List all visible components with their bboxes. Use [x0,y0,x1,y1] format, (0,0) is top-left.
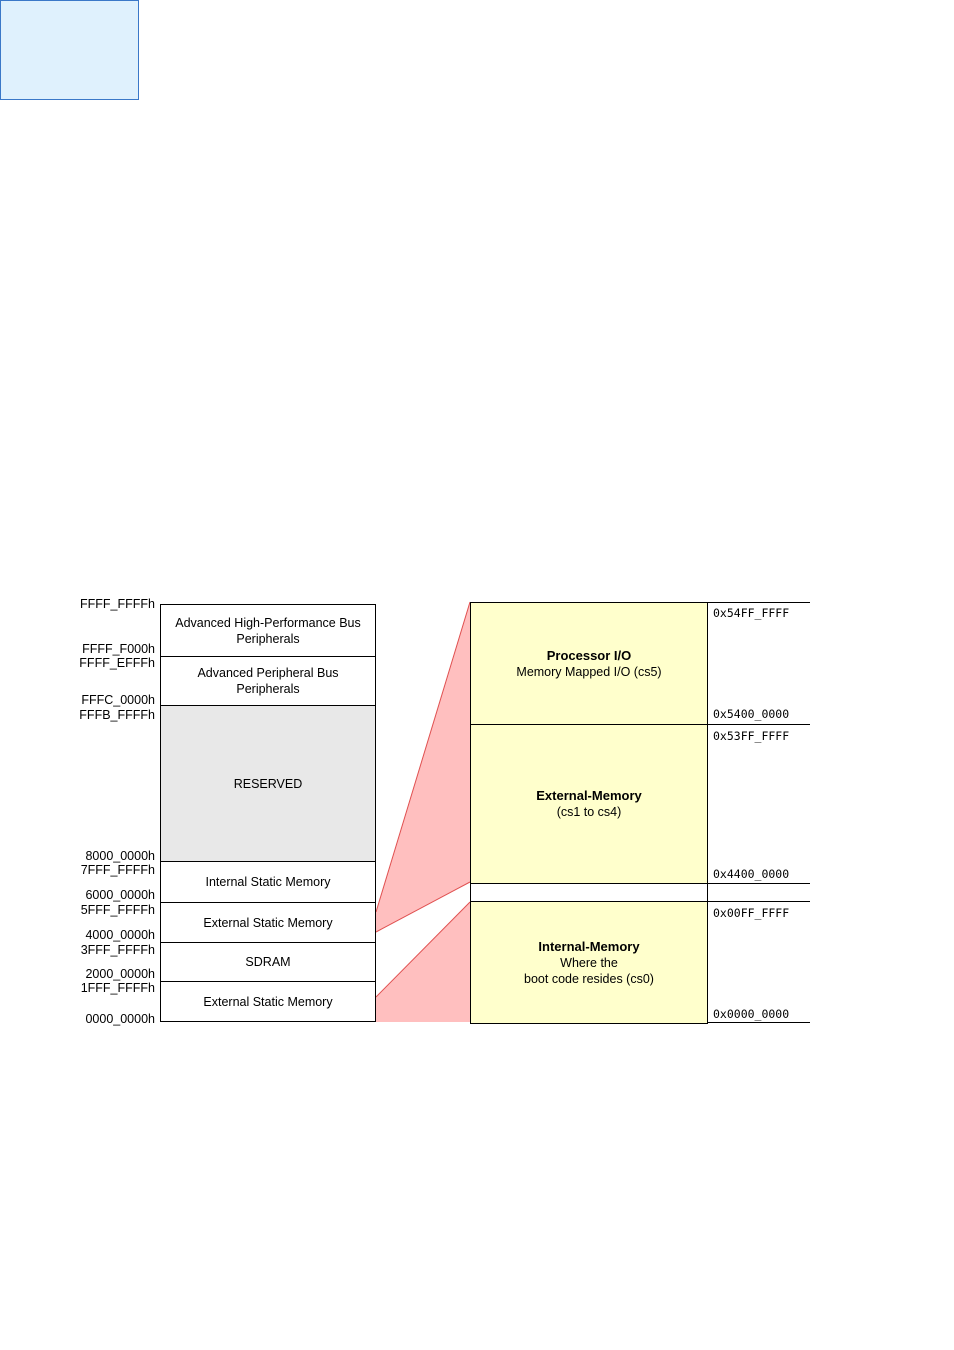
address-label: FFFF_EFFFh [79,656,155,670]
region-ahb-peripherals [160,604,376,657]
block-processor-io [470,602,708,725]
divider [707,602,810,603]
region-external-static-memory [160,902,376,943]
block-subtitle: Memory Mapped I/O (cs5) [516,664,662,679]
region-apb-peripherals [160,656,376,706]
address-label: FFFF_F000h [82,642,155,656]
block-subtitle: (cs1 to cs4) [556,805,622,819]
block-internal-memory [470,901,708,1024]
address-label: 0x54FF_FFFF [713,606,790,620]
address-label: 7FFF_FFFFh [80,863,155,877]
region-internal-static-memory [160,861,376,903]
region-label: External Static Memory [203,915,333,930]
region-label: SDRAM [245,955,291,969]
divider [707,1022,810,1023]
address-label: 5FFF_FFFFh [80,903,155,917]
region-label: Advanced Peripheral Bus [197,666,339,680]
region-label: Peripherals [236,682,300,696]
address-label: 8000_0000h [85,849,155,863]
block-title: Processor I/O [546,647,632,663]
divider [707,901,810,902]
address-label: 1FFF_FFFFh [80,981,155,995]
address-label: 2000_0000h [85,967,155,981]
address-label: 0x0000_0000 [713,1007,790,1021]
block-external-memory [470,724,708,884]
address-label: 0x00FF_FFFF [713,906,790,920]
address-label: 0000_0000h [85,1012,155,1026]
gap-block [470,883,708,902]
region-external-static-memory [160,981,376,1022]
address-label: 0x5400_0000 [713,707,790,721]
address-label: 4000_0000h [85,928,155,942]
fan-upper [376,602,470,932]
region-label: RESERVED [233,776,303,791]
address-label: FFFC_0000h [81,693,155,707]
address-label: 0x53FF_FFFF [713,729,790,743]
address-label: 3FFF_FFFFh [80,943,155,957]
block-title: External-Memory [536,788,642,803]
region-sdram [160,942,376,982]
address-label: FFFB_FFFFh [79,708,155,722]
divider [707,883,810,884]
region-label: Advanced High-Performance Bus [175,615,361,630]
region-label: Internal Static Memory [205,875,331,889]
block-subtitle: Where the [560,955,618,970]
block-title: Internal-Memory [538,938,640,954]
address-label: FFFF_FFFFh [80,597,155,611]
address-label: 0x4400_0000 [713,867,790,881]
region-reserved [160,705,376,862]
address-label: 6000_0000h [85,888,155,902]
block-subtitle: boot code resides (cs0) [524,971,654,986]
region-label: External Static Memory [203,994,333,1009]
divider [707,724,810,725]
region-label: Peripherals [236,631,300,646]
